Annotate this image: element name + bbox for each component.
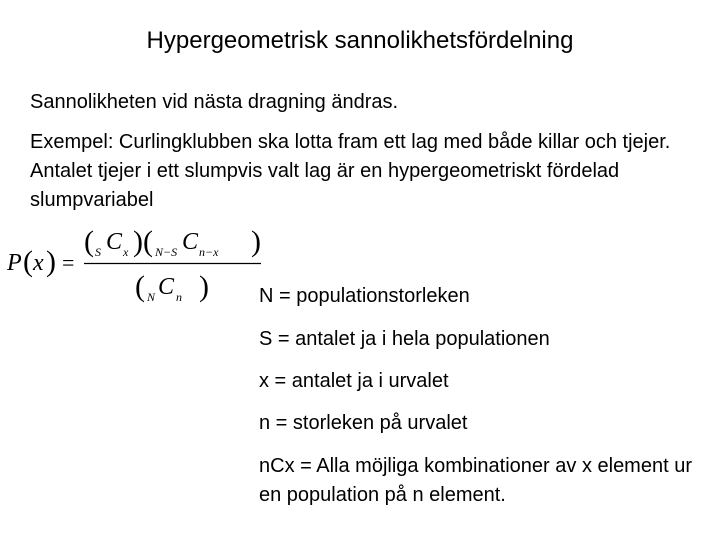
definition-s: S = antalet ja i hela populationen	[259, 328, 550, 350]
formula-num2-open-paren: (	[143, 225, 153, 258]
intro-paragraph: Sannolikheten vid nästa dragning ändras.	[30, 91, 399, 113]
example-paragraph: Exempel: Curlingklubben ska lotta fram ett lag med både killar och tjejer. Antalet tjejer i ett slumpvis valt lag är en hypergeometriskt fördelad slumpvariabel	[30, 131, 671, 211]
formula-num1-open-paren: (	[84, 225, 94, 258]
formula-num2-c: C	[182, 229, 199, 255]
formula-lhs-x: x	[33, 250, 44, 276]
formula-p: P	[7, 250, 22, 276]
formula-num2-ns: N−S	[155, 245, 178, 259]
formula-den-close-paren: )	[199, 270, 209, 303]
formula-num1-x: x	[123, 245, 129, 259]
formula-num2-nx: n−x	[199, 245, 219, 259]
definition-ncx: nCx = Alla möjliga kombinationer av x element ur en population på n element.	[259, 455, 692, 506]
formula-num1-c: C	[106, 229, 123, 255]
definition-n-lower: n = storleken på urvalet	[259, 412, 468, 434]
formula-num1-close-paren: )	[133, 225, 143, 258]
definition-x: x = antalet ja i urvalet	[259, 370, 449, 392]
formula-num2-close-paren: )	[251, 225, 261, 258]
definition-n-upper: N = populationstorleken	[259, 285, 470, 307]
hypergeometric-formula	[6, 224, 262, 306]
formula-den-c: C	[158, 274, 175, 300]
formula-den-n-lower: n	[176, 290, 182, 304]
formula-lhs-open-paren: (	[23, 245, 33, 278]
slide-title: Hypergeometrisk sannolikhetsfördelning	[146, 27, 574, 54]
formula-den-n-upper: N	[147, 290, 156, 304]
formula-den-open-paren: (	[135, 270, 145, 303]
formula-equals: =	[62, 250, 75, 275]
formula-lhs-close-paren: )	[46, 245, 56, 278]
formula-num1-s: S	[95, 245, 101, 259]
